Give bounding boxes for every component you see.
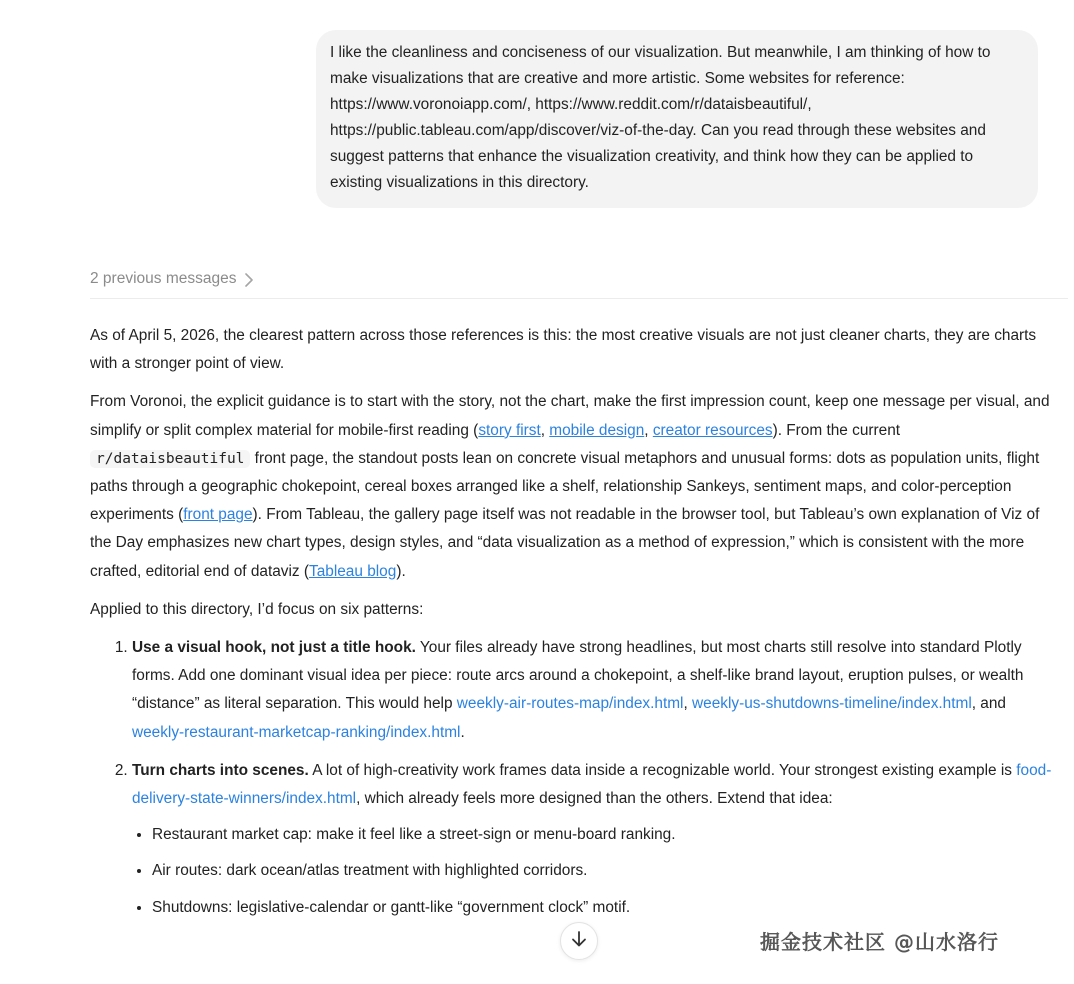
text-span: A lot of high-creativity work frames data inside a recognizable world. Your strongest existing example is — [308, 761, 1017, 779]
scroll-down-button[interactable] — [560, 922, 598, 960]
text-span: , — [683, 695, 688, 713]
file-link-shutdowns[interactable]: weekly-us-shutdowns-timeline/index.html — [692, 695, 972, 713]
text-span: ). From the current — [772, 421, 901, 439]
text-span: , which already feels more designed than the others. Extend that idea: — [356, 790, 833, 808]
text-span: , — [644, 421, 653, 439]
file-link-food-delivery[interactable]: food-delivery-state-winners/index.html — [132, 761, 1052, 808]
list-item: • Restaurant market cap: make it feel like a street-sign or menu-board ranking. — [152, 821, 1060, 849]
chevron-right-icon — [244, 266, 254, 296]
assistant-answer — [90, 322, 1060, 932]
previous-messages-toggle[interactable] — [90, 266, 1068, 299]
patterns-list — [90, 634, 1060, 922]
link-mobile-design[interactable]: mobile design — [549, 421, 645, 439]
list-item: • Air routes: dark ocean/atlas treatment with highlighted corridors. — [152, 857, 1060, 885]
user-message-text: I like the cleanliness and conciseness of our visualization. But meanwhile, I am thinking of how to make visualizations that are creative and more artistic. Some websites for reference: https://www.voronoiapp.com/, https://www.reddit.com/r/dataisbeautiful/, https://public.tableau.com/app/discover/viz-of-the-day. Can you read through these websites and suggest patterns that enhance the visualization creativity, and think how they can be applied to existing visualizations in this directory. — [330, 44, 991, 191]
item-heading: Use a visual hook, not just a title hook. — [132, 639, 416, 657]
answer-paragraph-intro: As of April 5, 2026, the clearest pattern across those references is this: the most creative visuals are not just cleaner charts, they are charts with a stronger point of view. — [90, 327, 1037, 373]
arrow-down-icon — [571, 930, 587, 953]
list-item — [132, 757, 1060, 922]
text-span: From Voronoi, the explicit guidance is to start with the story, not the chart, make the first impression count, keep one message per visual, and simplify or split complex material for mobile-first reading ( — [90, 393, 1050, 439]
text-span: . — [460, 723, 465, 741]
scene-ideas-list — [132, 821, 1060, 922]
inline-code-subreddit: r/dataisbeautiful — [90, 450, 250, 468]
answer-paragraph-references — [90, 388, 1060, 585]
answer-paragraph-patterns-intro: Applied to this directory, I’d focus on six patterns: — [90, 600, 424, 618]
previous-messages-label: 2 previous messages — [90, 270, 237, 287]
text-span: ). From Tableau, the gallery page itself was not readable in the browser tool, but Tableau’s own explanation of Viz of the Day emphasizes new chart types, design styles, and “data visualization as a method of expression,” which is consistent with the more crafted, editorial end of dataviz ( — [90, 506, 1040, 580]
link-story-first[interactable]: story first — [478, 421, 541, 439]
link-tableau-blog[interactable]: Tableau blog — [309, 562, 397, 580]
watermark: 掘金技术社区 @山水洛行 — [760, 930, 999, 954]
text-span: front page, the standout posts lean on concrete visual metaphors and unusual forms: dots as population units, flight paths through a geographic chokepoint, cereal boxes arranged like a shelf, relationship Sankeys, sentiment maps, and color-perception experiments ( — [90, 449, 1040, 524]
user-message-bubble — [316, 30, 1038, 208]
file-link-restaurant-marketcap[interactable]: weekly-restaurant-marketcap-ranking/index.html — [132, 723, 461, 741]
list-item — [132, 634, 1060, 747]
list-item: • Shutdowns: legislative-calendar or gantt-like “government clock” motif. — [152, 894, 1060, 922]
file-link-air-routes[interactable]: weekly-air-routes-map/index.html — [456, 695, 684, 713]
text-span: Your files already have strong headlines, but most charts still resolve into standard Plotly forms. Add one dominant visual idea per piece: route arcs around a chokepoint, a shelf-like brand layout, eruption pulses, or wealth “distance” as literal separation. This would help — [132, 639, 1024, 713]
link-creator-resources[interactable]: creator resources — [652, 421, 773, 439]
text-span: ). — [396, 562, 406, 580]
item-heading: Turn charts into scenes. — [132, 761, 309, 779]
text-span: , — [540, 421, 550, 439]
text-span: , and — [971, 695, 1006, 713]
link-front-page[interactable]: front page — [183, 506, 253, 524]
